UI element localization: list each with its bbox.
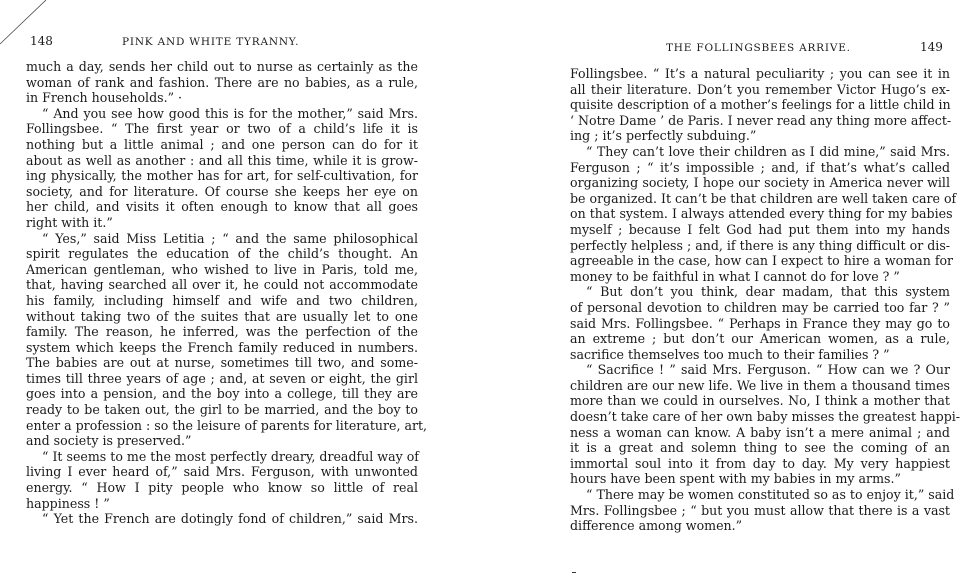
text-line: enter a profession : so the leisure of parents for literature, art, <box>26 417 428 433</box>
text-line: Ferguson ; “ it’s impossible ; and, if that’s what’s called <box>570 159 950 175</box>
text-line: of personal devotion to children may be carried too far ? ” <box>570 299 950 315</box>
text-line: sacrifice themselves too much to their families ? ” <box>570 346 890 362</box>
text-line: “ And you see how good this is for the mother,” said Mrs. <box>42 105 418 121</box>
text-line: on that system. I always attended every thing for my babies <box>570 206 953 222</box>
text-line: and society is preserved.” <box>26 433 192 449</box>
text-line: woman of rank and fashion. There are no babies, as a rule, <box>26 74 418 90</box>
text-line: right with it.” <box>26 214 113 230</box>
text-line: “ Sacrifice ! ” said Mrs. Ferguson. “ How can we ? Our <box>586 362 950 378</box>
page-body <box>570 66 961 534</box>
text-line: spirit regulates the education of the child’s thought. An <box>26 246 418 262</box>
text-line: goes into a pension, and the boy into a college, till they are <box>26 386 418 402</box>
right-page <box>570 0 961 581</box>
text-line: an extreme ; but don’t our American women, as a rule, <box>570 331 950 347</box>
text-line: “ But don’t you think, dear madam, that this system <box>586 284 950 300</box>
text-line: ness a woman can know. A baby isn’t a mere animal ; and <box>570 424 950 440</box>
text-line: more than we could in ourselves. No, I think a mother that <box>570 393 950 409</box>
text-line: The babies are out at nurse, sometimes till two, and some- <box>26 355 418 371</box>
text-line: myself ; because I felt God had put them into my hands <box>570 221 950 237</box>
running-head <box>570 42 950 58</box>
text-line: society, and for literature. Of course she keeps her eye on <box>26 183 418 199</box>
text-line: Follingsbee. “ It’s a natural peculiarity ; you can see it in <box>570 66 950 81</box>
text-line: hours have been spent with my babies in my arms.” <box>570 471 901 487</box>
running-title: PINK AND WHITE TYRANNY. <box>122 36 300 48</box>
text-line: family. The reason, he inferred, was the perfection of the <box>26 324 418 340</box>
scan-speck <box>572 572 576 573</box>
text-line: ing ; it’s perfectly subduing.” <box>570 128 757 144</box>
text-line: ‘ Notre Dame ’ de Paris. I never read any thing more affect- <box>570 112 952 128</box>
text-line: ing physically, the mother has for art, for self-cultivation, for <box>26 168 418 184</box>
text-line: his family, including himself and wife and two children, <box>26 292 418 308</box>
page-body <box>26 59 428 527</box>
text-line: said Mrs. Follingsbee. “ Perhaps in France they may go to <box>570 315 950 331</box>
text-line: her child, and visits it often enough to know that all goes <box>26 199 418 215</box>
text-line: “ They can’t love their children as I did mine,” said Mrs. <box>586 143 950 159</box>
left-page <box>26 0 428 581</box>
page-number: 149 <box>920 40 943 54</box>
text-line: immortal soul into it from day to day. My very happiest <box>570 455 950 471</box>
text-line: in French households.” · <box>26 90 183 106</box>
text-line: it is a great and solemn thing to see the coming of an <box>570 440 950 456</box>
text-line: ready to be taken out, the girl to be married, and the boy to <box>26 402 418 418</box>
text-line: perfectly helpless ; and, if there is any thing difficult or dis- <box>570 237 951 253</box>
text-line: “ It seems to me the most perfectly dreary, dreadful way of <box>42 448 419 464</box>
text-line: be organized. It can’t be that children are well taken care of <box>570 190 957 206</box>
text-line: quisite description of a mother’s feelings for a little child in <box>570 97 951 113</box>
text-line: money to be faithful in what I cannot do for love ? ” <box>570 268 900 284</box>
text-line: living I ever heard of,” said Mrs. Ferguson, with unwonted <box>26 464 418 480</box>
running-head <box>26 36 418 52</box>
text-line: American gentleman, who wished to live in Paris, told me, <box>26 261 418 277</box>
text-line: without taking two of the suites that are usually let to one <box>26 308 418 324</box>
text-line: that, having searched all over it, he could not accommodate <box>26 277 418 293</box>
text-line: “ Yes,” said Miss Letitia ; “ and the same philosophical <box>42 230 418 246</box>
text-line: Mrs. Follingsbee ; “ but you must allow that there is a vast <box>570 502 950 518</box>
text-line: system which keeps the French family reduced in numbers. <box>26 339 418 355</box>
text-line: organizing society, I hope our society in America never will <box>570 175 950 191</box>
text-line: energy. “ How I pity people who know so little of real <box>26 480 418 496</box>
text-line: doesn’t take care of her own baby misses the greatest happi- <box>570 409 961 425</box>
text-line: difference among women.” <box>570 518 743 534</box>
text-line: Follingsbee. “ The first year or two of a child’s life it is <box>26 121 418 137</box>
text-line: all their literature. Don’t you remember Victor Hugo’s ex- <box>570 81 950 97</box>
text-line: agreeable in the case, how can I expect to hire a woman for <box>570 253 954 269</box>
text-line: happiness ! ” <box>26 495 110 511</box>
text-line: about as well as another : and all this time, while it is grow- <box>26 152 418 168</box>
text-line: “ Yet the French are dotingly fond of children,” said Mrs. <box>42 511 418 527</box>
page-number: 148 <box>30 34 53 48</box>
text-line: nothing but a little animal ; and one person can do for it <box>26 136 418 152</box>
text-line: children are our new life. We live in them a thousand times <box>570 377 950 393</box>
text-line: much a day, sends her child out to nurse as certainly as the <box>26 59 418 74</box>
text-line: times till three years of age ; and, at seven or eight, the girl <box>26 370 418 386</box>
text-line: “ There may be women constituted so as to enjoy it,” said <box>586 487 955 503</box>
running-title: THE FOLLINGSBEES ARRIVE. <box>666 42 851 54</box>
